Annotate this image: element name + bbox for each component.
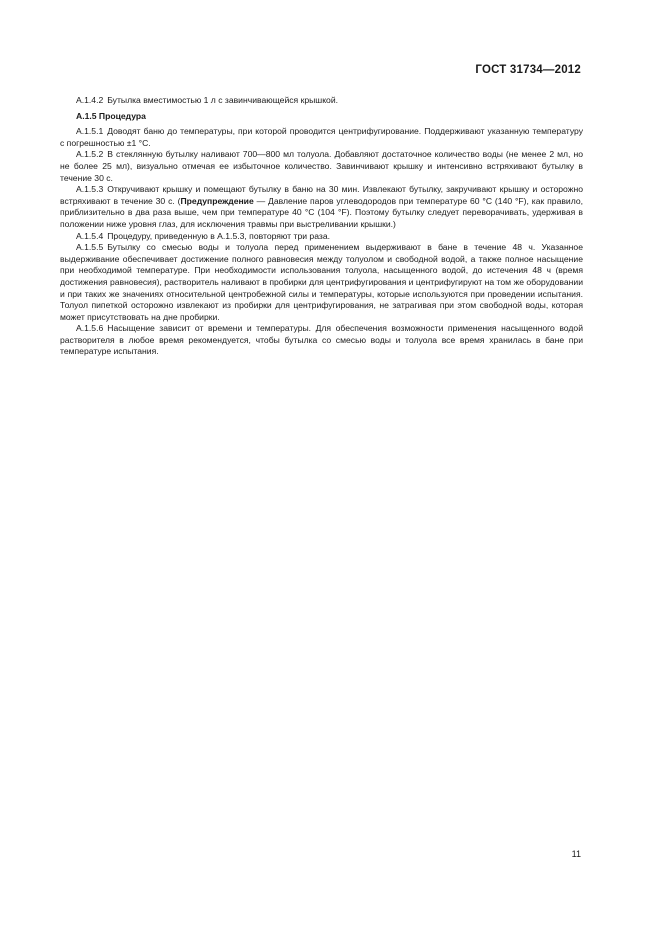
clause-text: Доводят баню до температуры, при которой проводится центрифугирование. Поддерживают указанную температуру с погрешностью ±1 °С. xyxy=(60,126,583,148)
clause-number: А.1.5.1 xyxy=(76,126,104,137)
clause-a151 xyxy=(60,126,583,149)
clause-a153 xyxy=(60,184,583,230)
clause-text: В стеклянную бутылку наливают 700—800 мл толуола. Добавляют достаточное количество воды (не менее 2 мл, но не более 25 мл), визуально отмечая ее избыточное количество. Завинчивают крышку и интенсивно встряхивают бутылку в течение 30 с. xyxy=(60,149,583,183)
clause-a154 xyxy=(60,231,583,243)
clause-text: Процедуру, приведенную в А.1.5.3, повторяют три раза. xyxy=(107,230,330,241)
document-code: ГОСТ 31734—2012 xyxy=(475,64,581,76)
clause-number: А.1.4.2 xyxy=(76,95,104,105)
warning-label: Предупреждение xyxy=(180,195,254,206)
clause-a156 xyxy=(60,323,583,358)
clause-number: А.1.5.4 xyxy=(76,230,104,241)
section-heading-procedure: А.1.5 Процедура xyxy=(76,110,146,121)
clause-a142 xyxy=(60,95,583,107)
clause-text: Бутылку со смесью воды и толуола перед применением выдерживают в бане в течение 48 ч. Указанное выдерживание обеспечивает достижение полного равновесия между толуолом и свободной водой, а также полное насыщение при необходимой температуре. При необходимости использования толуола, насыщенного водой, до истечения 48 ч (время достижения равновесия), растворитель наливают в пробирки для центрифугирования и центрифугируют на том же оборудовании и при таких же значениях относительной центробежной силы и температуры, которые используются при проведении испытания. Толуол пипеткой осторожно извлекают из пробирки для центрифугирования, не затрагивая при этом свободной воды, которая может присутствовать на дне пробирки. xyxy=(60,242,583,322)
clause-number: А.1.5.3 xyxy=(76,184,104,195)
clause-a152 xyxy=(60,149,583,184)
page-number: 11 xyxy=(571,849,581,859)
clause-text: — Давление паров углеводородов при температуре 60 °С (140 °F), как правило, приблизительно в два раза выше, чем при температуре 40 °С (104 °F). Поэтому бутылку следует переворачивать, удерживая в положении ниже уровня глаз, для исключения травмы при выстреливании крышки.) xyxy=(60,195,584,229)
clause-number: А.1.5.2 xyxy=(76,149,104,160)
clause-text: Откручивают крышку и помещают бутылку в баню на 30 мин. Извлекают бутылку, закручивают крышку и осторожно встряхивают в течение 30 с. ( xyxy=(60,184,583,206)
clause-text: Насыщение зависит от времени и температуры. Для обеспечения возможности применения насыщенного водой растворителя в любое время рекомендуется, чтобы бутылка со смесью воды и толуола все время хранилась в бане при температуре испытания. xyxy=(60,323,583,357)
clause-text: Бутылка вместимостью 1 л с завинчивающейся крышкой. xyxy=(107,95,339,105)
clause-number: А.1.5.5 xyxy=(76,242,104,253)
document-body xyxy=(60,95,583,358)
clause-number: А.1.5.6 xyxy=(76,323,104,334)
clause-a155 xyxy=(60,242,583,323)
